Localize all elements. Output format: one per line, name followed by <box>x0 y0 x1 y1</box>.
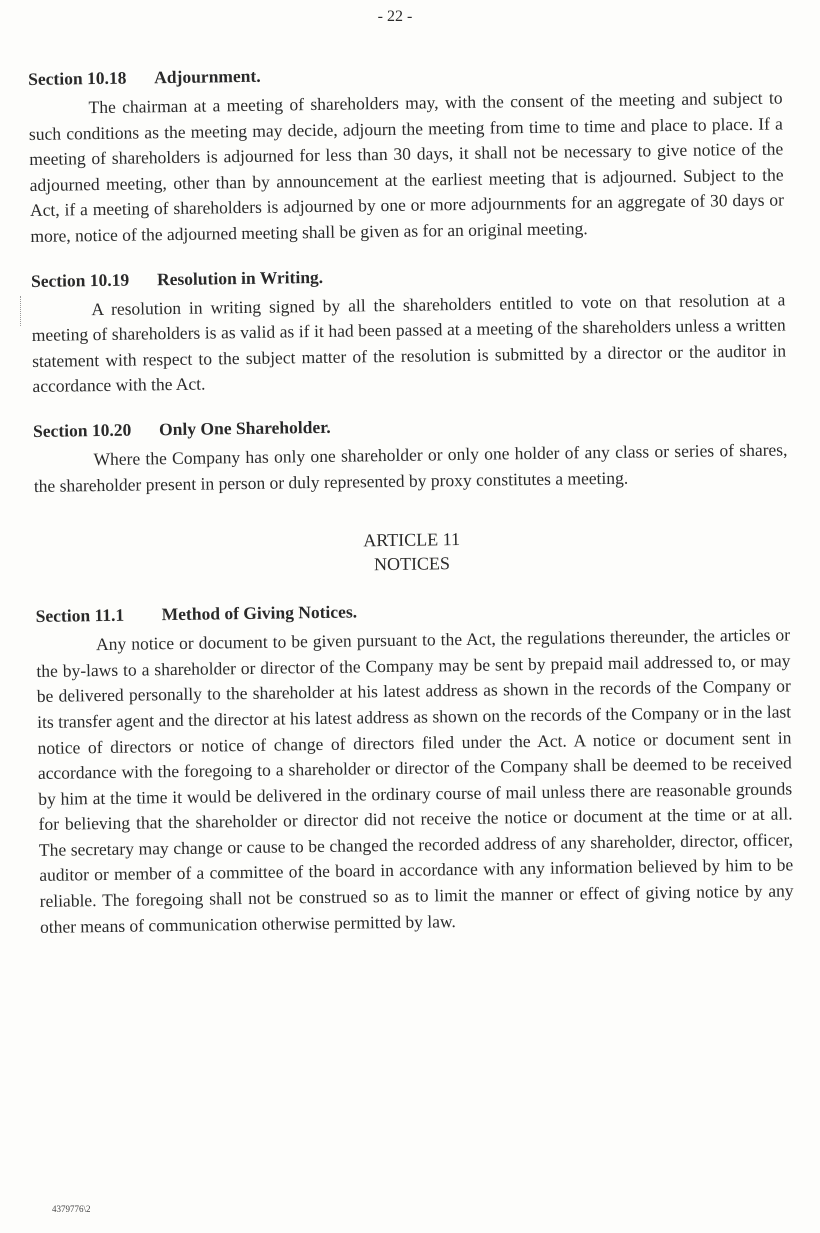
article-title: NOTICES <box>373 553 451 575</box>
scan-edge-mark <box>20 296 23 326</box>
page-number: - 22 - <box>377 8 413 25</box>
section-title: Method of Giving Notices. <box>161 601 358 625</box>
article-number: ARTICLE 11 <box>363 529 461 551</box>
section-10-20 <box>33 407 788 499</box>
section-number: Section 11.1 <box>35 604 125 627</box>
document-body <box>28 55 794 958</box>
section-title: Resolution in Writing. <box>156 266 324 289</box>
section-paragraph: Any notice or document to be given pursuant to the Act, the regulations thereunder, the articles or the by-laws to a shareholder or director of the Company may be sent by prepaid mail addressed to, or may be delivered personally to the shareholder at his latest address as shown in the records of the Company or its transfer agent and the director at his latest address as shown on the records of the Company or in the last notice of directors or notice of change of directors filed under the Act. A notice or document sent in accordance with the foregoing to a shareholder or director of the Company shall be deemed to be received by him at the time it would be delivered in the ordinary course of mail unless there are reasonable grounds for believing that the shareholder or director did not receive the notice or document at the time or at all. The secretary may change or cause to be changed the recorded address of any shareholder, director, officer, auditor or member of a committee of the board in accordance with any information believed by him to be reliable. The foregoing shall not be construed so as to limit the manner or effect of giving notice by any other means of communication otherwise permitted by law. <box>36 624 794 937</box>
section-number: Section 10.20 <box>32 419 132 441</box>
section-number: Section 10.19 <box>30 269 130 291</box>
section-paragraph: The chairman at a meeting of shareholders may, with the consent of the meeting and subject to such conditions as the meeting may decide, adjourn the meeting from time to time and place to place. If a meeting of shareholders is adjourned for less than 30 days, it shall not be necessary to give notice of the adjourned meeting, other than by announcement at the earliest meeting that is adjourned. Subject to the Act, if a meeting of shareholders is adjourned by one or more adjournments for an aggregate of 30 days or more, notice of the adjourned meeting shall be given as for an original meeting. <box>28 87 785 246</box>
section-number: Section 10.18 <box>28 67 127 89</box>
section-paragraph: A resolution in writing signed by all the shareholders entitled to vote on that resolution at a meeting of shareholders is as valid as if it had been passed at a meeting of the shareholders unless a written statement with respect to the subject matter of the resolution is submitted by a director or the auditor in accordance with the Act. <box>31 289 787 397</box>
document-code: 4379776\2 <box>52 1204 91 1214</box>
section-11-1 <box>35 593 794 941</box>
article-heading <box>35 523 790 582</box>
section-10-19 <box>31 257 787 400</box>
section-title: Only One Shareholder. <box>158 416 331 440</box>
section-10-18 <box>28 55 784 249</box>
section-paragraph: Where the Company has only one shareholder or only one holder of any class or series of shares, the shareholder present in person or duly represented by proxy constitutes a meeting. <box>33 439 788 496</box>
section-title: Adjournment. <box>154 65 261 88</box>
